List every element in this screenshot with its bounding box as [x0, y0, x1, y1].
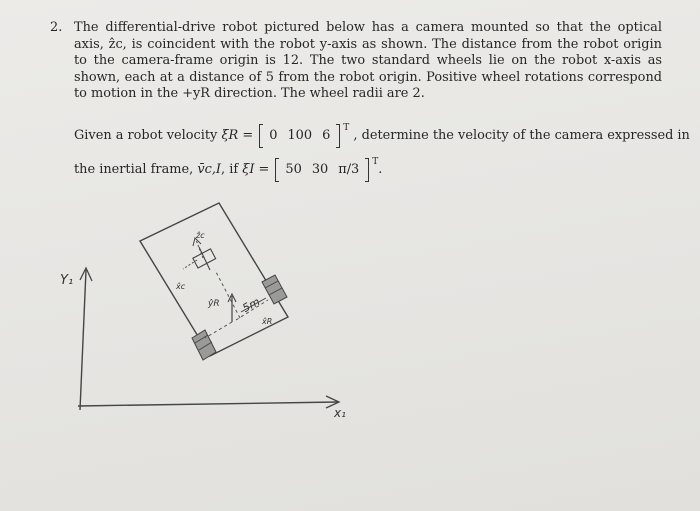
xr-label: x̂R [262, 317, 273, 326]
xi-r-dot-symbol: ξ̇R = [221, 128, 254, 143]
zc-label: ẑc [196, 231, 205, 240]
camera-velocity-symbol: v̄c,I [197, 162, 222, 177]
robot-velocity-0: 0 [269, 128, 278, 143]
robot-x-dashed-left [205, 322, 232, 338]
problem-statement: The differential-drive robot pictured below has a camera mounted so that the optical axis, ẑc, is coincident with the robot y-axis as shown. The distance from the robot origin to the camera-frame origin is 12. The two standard wheels lie on the robot x-axis as shown, each at a distance of 5 from the robot origin. Positive wheel rotations correspond to motion in the +yR direction. The wheel radii are 2. [74, 20, 662, 101]
robot-velocity-2: 6 [322, 128, 331, 143]
inertial-pose-1: 30 [311, 162, 329, 177]
inertial-y-label: Y₁ [60, 273, 74, 288]
problem-number: 2. [50, 20, 63, 35]
inertial-y-axis [80, 270, 86, 410]
inertial-x-axis [78, 402, 338, 406]
transpose-1: T [343, 123, 350, 133]
camera-icon [193, 247, 216, 270]
xi-i-symbol: ξI = [242, 162, 270, 177]
five-m-label: 5m [240, 295, 263, 315]
if-label: , if [221, 162, 239, 177]
given-prefix: Given a robot velocity [74, 128, 218, 143]
given-suffix: , determine the velocity of the camera expressed in [353, 128, 690, 143]
inertial-pose-0: 50 [285, 162, 302, 177]
line2-prefix: the inertial frame, [74, 162, 194, 177]
transpose-2: T [372, 157, 379, 167]
robot-velocity-1: 100 [287, 128, 313, 143]
inertial-pose-2: π/3 [338, 162, 360, 177]
robot-y-dashed [215, 270, 240, 318]
period: . [378, 162, 383, 177]
xc-label: x̂c [176, 282, 186, 291]
inertial-x-label: x₁ [334, 406, 346, 420]
yr-label: ŷR [208, 299, 220, 309]
